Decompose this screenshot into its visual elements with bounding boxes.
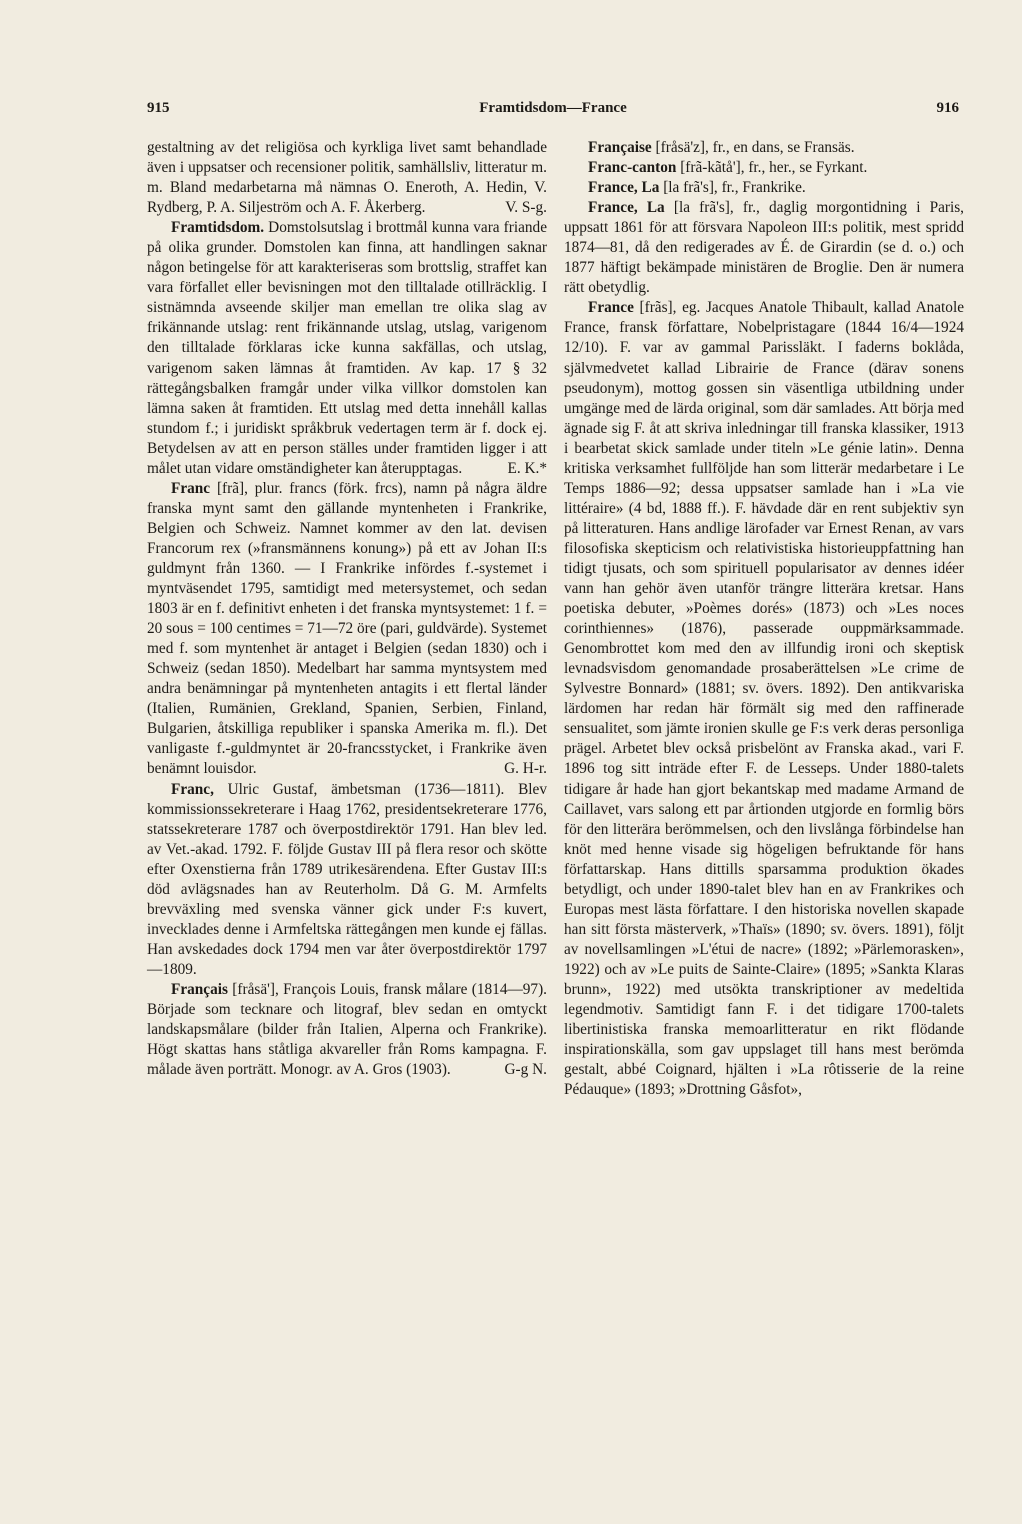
entry-text: Domstolsutslag i brottmål kunna vara friande på olika grunder. Domstolen kan finna, att handlingen saknar någon betingelse för att karakteriseras som brottslig, straffet kan vara förfallet eller bevisningen mot den tilltalade otillräcklig. I sistnämnda avseende skiljer man emellan tre olika slag av frikännande utslag: rent frikännande utslag, utslag, varigenom den tilltalade förklaras icke kunna sakfällas, och utslag, varigenom saken lämnas åt framtiden. Av kap. 17 § 32 rättegångsbalken framgår under vilka villkor domstolen kan lämna saken åt framtiden. Ett utslag med detta innehåll kallas stundom f.; i juridiskt språkbruk vedertagen term är f. dock ej. Betydelsen av att en person ställes under framtiden ligger i att målet utan vidare omständigheter kan återupptagas. [147,219,547,477]
author-signature: E. K.* [507,459,547,477]
entry-anatole-france [564,298,964,1100]
entry-franc-ulric-gustaf [147,780,547,980]
entry-francais [147,980,547,1080]
page-number-left: 915 [147,100,170,116]
entry-franc-canton [564,158,964,178]
entry-text: Ulric Gustaf, ämbetsman (1736—1811). Blev kommissionssekreterare i Haag 1762, presidentsekreterare 1776, statssekreterare 1787 och överpostdirektör 1791. Han blev led. av Vet.-akad. 1792. F. följde Gustav III på flera resor och skötte efter Oxenstierna från 1789 utrikesärendena. Efter Gustav III:s död avlägsnades han av Reuterholm. Då G. M. Armfelts brevväxling med svenska vänner gick under F:s kuvert, invecklades denne i Armfeltska rättegången men kunde ej fällas. Han avskedades dock 1794 men var åter överpostdirektör 1797—1809. [147,780,547,978]
left-column [147,138,547,1080]
entry-headword: France [588,299,634,317]
entry-text: [la frã's], fr., Frankrike. [659,179,806,197]
entry-text: [fråsä'z], fr., en dans, se Fransäs. [651,139,855,156]
entry-headword: Franc [171,479,211,497]
entry-headword: Français [171,980,228,998]
entry-headword: Franc-canton [588,159,677,177]
entry-headword: France, La [588,199,665,217]
entry-framtidsdom [147,218,547,479]
entry-headword: Framtidsdom. [171,219,265,237]
entry-france-la-newspaper [564,198,964,298]
entry-text: [fråsä'], François Louis, fransk målare (1814—97). Började som tecknare och litograf, blev sedan en omtyckt landskapsmålare (bilder från Italien, Alperna och Frankrike). Högt skattas hans ståtliga akvareller från Roms kampagna. F. målade även porträtt. Monogr. av A. Gros (1903). [147,980,547,1079]
author-signature: G-g N. [504,1061,547,1079]
entry-france-la-country [564,178,964,198]
author-signature: G. H-r. [504,760,547,778]
entry-continuation [147,138,547,218]
entry-text: [la frã's], fr., daglig morgontidning i Paris, uppsatt 1861 för att försvara Napoleon III:s politik, mest spridd 1874—81, då den redigerades av É. de Girardin (se d. o.) och 1877 häftigt bekämpade ministären de Broglie. Den är numera rätt obetydlig. [564,199,965,297]
entry-francaise [564,138,964,158]
page-number-right: 916 [936,100,959,116]
entry-text: [frãs], eg. Jacques Anatole Thibault, kallad Anatole France, fransk författare, Nobelpristagare (1844 16/4—1924 12/10). F. var av gammal Parissläkt. I faderns boklåda, självmedvetet kallad Librairie de France (därav sonens pseudonym), mottog gossen sin väsentliga utbildning under umgänge med de lärda original, som där samlades. Att börja med ägnade sig F. åt att skriva inledningar till franska klassiker, 1913 i bearbetat skick samlade under titeln »Le génie latin». Denna kritiska verksamhet fullföljde han som litterär medarbetare i Le Temps 1886—92; dessa uppsatser samlade han i »La vie littéraire» (4 bd, 1888 ff.). F. hävdade där en rent subjektiv syn på litteraturen. Hans andlige lärofader var Ernest Renan, av vars filosofiska skepticism och relativistiska historieuppfattning han tidigt tjusats, och som spirituell popularisator av dennes idéer vann han gehör även utanför trängre litterära kretsar. Hans poetiska debuter, »Poèmes dorés» (1873) och »Les noces corinthiennes» (1876), passerade ouppmärksammade. Genombrottet kom med den av illfundig ironi och skeptisk levnadsvisdom genomandade prosaberättelsen »Le crime de Sylvestre Bonnard» (1881; sv. övers. 1892). Den antikvariska lärdomen har redan här förmält sig med den raffinerade sensualitet, som jämte ironien skulle ge F:s verk deras personliga prägel. Arbetet blev också prisbelönt av Franska akad., vari F. 1896 tog sitt inträde efter F. de Lesseps. Under 1880-talets tidigare år hade han gjort bekantskap med madame Armand de Caillavet, vars salong ett par årtionden utgjorde en formlig börs för den litterära berömmelsen, och den livslånga förbindelse han knöt med henne visade sig högeligen befruktande för hans författarskap. Hans dittills sparsamma produktion ökades betydligt, och under 1890-talet blev han en av Frankrikes och Europas mest lästa författare. I den historiska novellen skapade han sitt första mästerverk, »Thaïs» (1890; sv. övers. 1891), följt av novellsamlingen »L'étui de nacre» (1892; »Pärlemorasken», 1922) och av »Le puits de Sainte-Claire» (1895; »Sankta Klaras brunn», 1922) med utsökta transkriptioner av medeltida legendmotiv. Samtidigt fann F. i det tidigare 1700-talets libertinistiska franska memoarlitteratur en rikt flödande inspirationskälla, som gav uppslaget till hans mest berömda gestalt, abbé Coignard, hjälten i »La rôtisserie de la reine Pédauque» (1893; »Drottning Gåsfot», [564,299,964,1099]
right-column [564,138,964,1100]
entry-headword: Française [588,139,652,156]
entry-franc [147,479,547,780]
entry-headword: Franc, [171,780,214,798]
entry-text: gestaltning av det religiösa och kyrkliga livet samt behandlade även i uppsatser och recensioner politik, samhällsliv, litteratur m. m. Bland medarbetarna må nämnas O. Eneroth, A. Hedin, V. Rydberg, P. A. Siljeström och A. F. Åkerberg. [147,139,547,217]
running-title: Framtidsdom—France [479,100,627,116]
entry-text: [frã], plur. francs (förk. frcs), namn på några äldre franska mynt samt den gällande myntenheten i Frankrike, Belgien och Schweiz. Namnet kommer av den lat. devisen Francorum rex (»fransmännens konung») på ett av Johan II:s guldmynt från 1360. — I Frankrike infördes f.-systemet i myntväsendet 1795, samtidigt med metersystemet, och sedan 1803 är en f. definitivt enheten i det franska myntsystemet: 1 f. = 20 sous = 100 centimes = 71—72 öre (pari, guldvärde). Systemet med f. som myntenhet är antaget i Belgien (sedan 1830) och i Schweiz (sedan 1850). Medelbart har samma myntsystem med andra benämningar på myntenheten antagits i ett flertal länder (Italien, Rumänien, Grekland, Spanien, Serbien, Finland, Bulgarien, åtskilliga republiker i spanska Amerika m. fl.). Det vanligaste f.-guldmyntet är 20-francsstycket, i Frankrike även benämnt louisdor. [147,479,547,778]
entry-text: [frã-kãtå'], fr., her., se Fyrkant. [676,159,868,177]
page-header [147,100,959,128]
author-signature: V. S-g. [505,199,547,217]
entry-headword: France, La [588,179,660,197]
